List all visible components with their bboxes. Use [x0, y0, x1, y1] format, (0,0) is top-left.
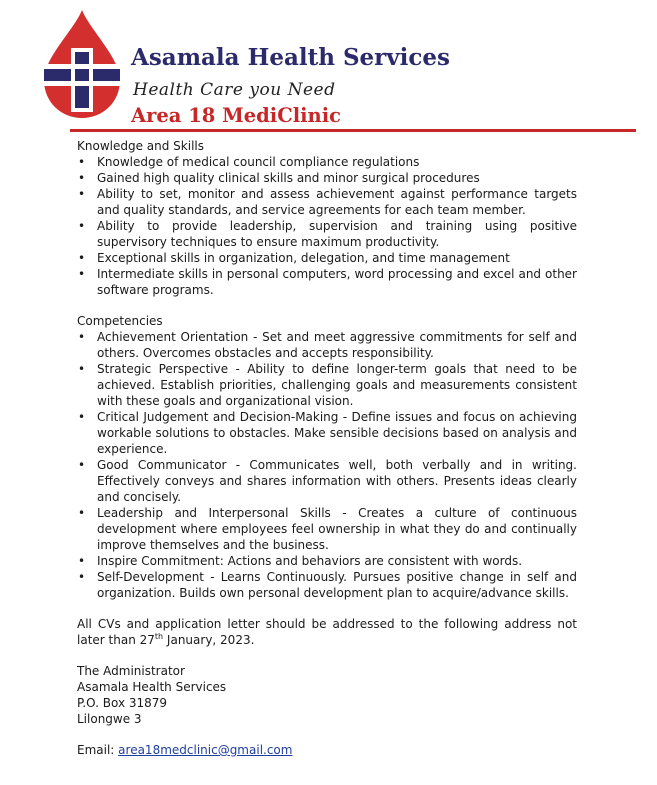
- header-divider: [70, 129, 636, 132]
- address-line: The Administrator: [77, 664, 185, 678]
- list-item: • Strategic Perspective - Ability to define longer-term goals that need to be achieved. Establish priorities, challenging goals and measurements consistent with these goals and organizational vision.: [77, 361, 577, 409]
- address-line: Lilongwe 3: [77, 712, 142, 726]
- address-line: P.O. Box 31879: [77, 696, 168, 710]
- competencies-list: [77, 329, 577, 601]
- email-label: Email:: [77, 743, 115, 757]
- document-body: [77, 138, 577, 758]
- list-item: • Achievement Orientation - Set and meet aggressive commitments for self and others. Overcomes obstacles and accepts responsibility.: [77, 329, 577, 361]
- letterhead: [0, 0, 657, 140]
- list-item: • Inspire Commitment: Actions and behaviors are consistent with words.: [77, 553, 577, 569]
- list-item: • Gained high quality clinical skills and minor surgical procedures: [77, 170, 577, 186]
- list-item: • Good Communicator - Communicates well, both verbally and in writing. Effectively conveys and shares information with others. Presents ideas clearly and concisely.: [77, 457, 577, 505]
- mailing-address: [77, 663, 577, 727]
- list-item: • Intermediate skills in personal computers, word processing and excel and other software programs.: [77, 266, 577, 298]
- blood-drop-cross-logo: [40, 8, 124, 120]
- list-item: • Knowledge of medical council compliance regulations: [77, 154, 577, 170]
- list-item: • Critical Judgement and Decision-Making - Define issues and focus on achieving workable solutions to obstacles. Make sensible decisions based on analysis and experience.: [77, 409, 577, 457]
- email-line: [77, 742, 577, 758]
- organization-name: Asamala Health Services: [131, 44, 450, 71]
- knowledge-section-title: Knowledge and Skills: [77, 139, 204, 153]
- list-item: • Ability to set, monitor and assess achievement against performance targets and quality standards, and service agreements for each team member.: [77, 186, 577, 218]
- closing-paragraph: All CVs and application letter should be addressed to the following address not later than 27th January, 2023.: [77, 617, 577, 647]
- list-item: • Self-Development - Learns Continuously. Pursues positive change in self and organization. Builds own personal development plan to acquire/advance skills.: [77, 569, 577, 601]
- knowledge-list: [77, 154, 577, 298]
- clinic-name: Area 18 MediClinic: [131, 104, 341, 127]
- competencies-section-title: Competencies: [77, 314, 163, 328]
- list-item: • Leadership and Interpersonal Skills - Creates a culture of continuous development where employees feel ownership in what they do and continually improve themselves and the business.: [77, 505, 577, 553]
- list-item: • Ability to provide leadership, supervision and training using positive supervisory techniques to ensure maximum productivity.: [77, 218, 577, 250]
- tagline: Health Care you Need: [133, 80, 336, 100]
- email-link[interactable]: area18medclinic@gmail.com: [118, 743, 293, 757]
- list-item: • Exceptional skills in organization, delegation, and time management: [77, 250, 577, 266]
- address-line: Asamala Health Services: [77, 680, 227, 694]
